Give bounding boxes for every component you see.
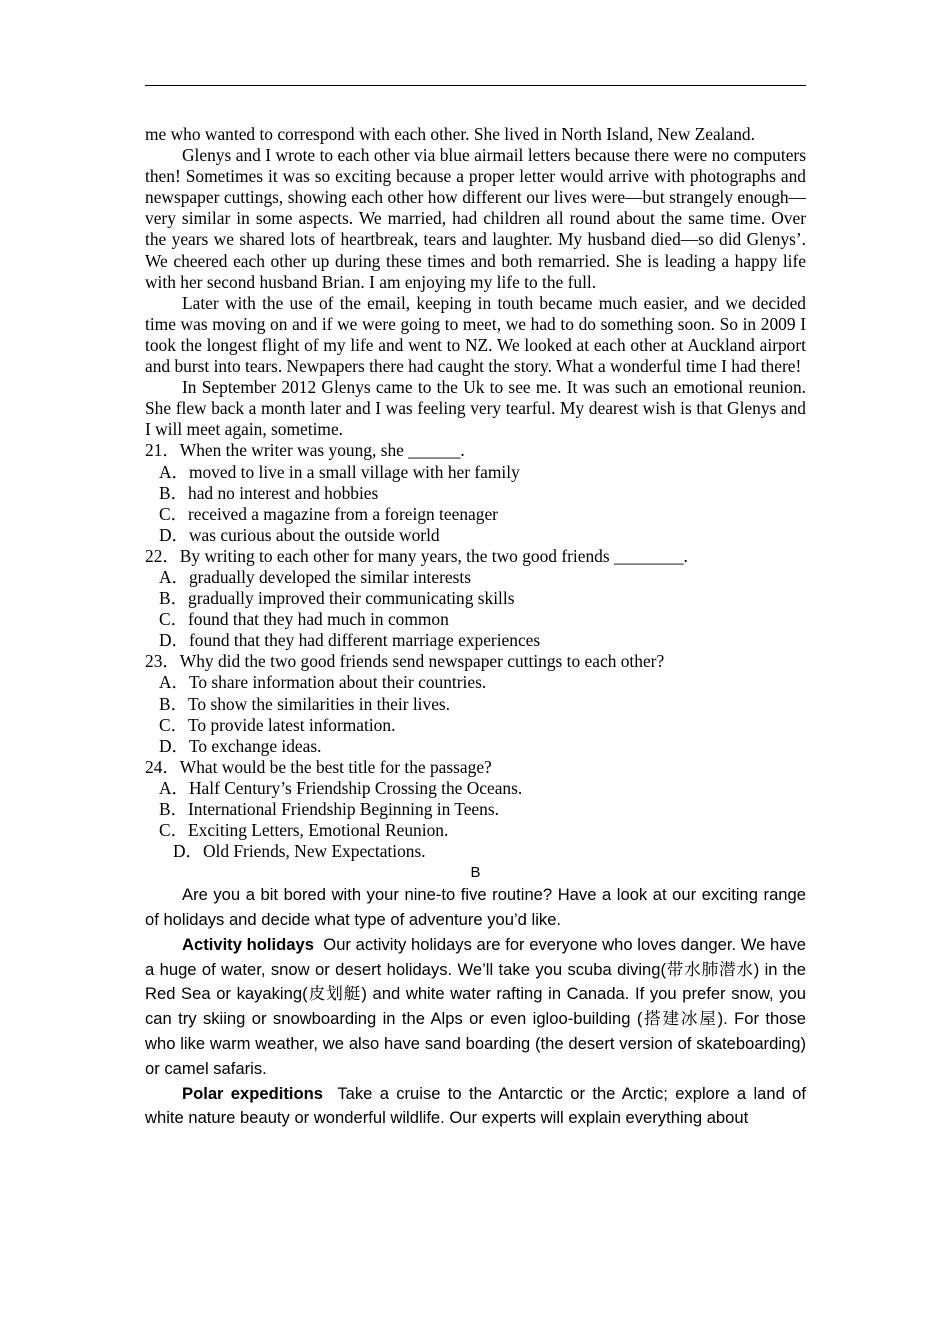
section-b-label: B <box>470 864 481 882</box>
option-letter: A． <box>159 461 189 482</box>
option-22-a <box>145 567 806 588</box>
option-letter: C． <box>159 820 188 841</box>
option-text: gradually developed the similar interests <box>188 566 471 587</box>
question-number: 23． <box>145 651 180 672</box>
option-21-c <box>145 504 806 525</box>
question-22 <box>145 546 806 567</box>
option-22-b <box>145 588 806 609</box>
polar-expeditions-text: Take a cruise to the Antarctic or the Arctic; explore a land of white nature beauty or wonderful wildlife. Our experts will explain everything about <box>145 1083 806 1128</box>
passage-paragraph: me who wanted to correspond with each other. She lived in North Island, New Zealand. <box>145 124 755 144</box>
option-text: To provide latest information. <box>188 714 396 735</box>
option-letter: D． <box>159 630 189 651</box>
option-text: was curious about the outside world <box>188 524 440 545</box>
option-text: Half Century’s Friendship Crossing the Oceans. <box>188 777 523 798</box>
option-21-d <box>145 525 806 546</box>
question-stem: When the writer was young, she ______. <box>179 440 465 461</box>
option-letter: D． <box>159 524 189 545</box>
polar-expeditions-heading: Polar expeditions <box>182 1083 324 1103</box>
option-letter: B． <box>159 588 188 609</box>
passage-a <box>145 124 806 862</box>
option-21-b <box>145 483 806 504</box>
option-text: Exciting Letters, Emotional Reunion. <box>188 820 449 841</box>
question-stem: What would be the best title for the passage? <box>179 756 492 777</box>
option-letter: C． <box>159 503 188 524</box>
option-text: received a magazine from a foreign teenager <box>188 503 498 524</box>
option-text: To exchange ideas. <box>188 735 322 756</box>
option-letter: C． <box>159 609 188 630</box>
question-21 <box>145 440 806 461</box>
option-text: moved to live in a small village with her family <box>188 461 520 482</box>
option-letter: A． <box>159 777 189 798</box>
activity-holidays-heading: Activity holidays <box>182 934 314 954</box>
option-23-b <box>145 694 806 715</box>
option-21-a <box>145 462 806 483</box>
question-24 <box>145 757 806 778</box>
passage-paragraph: Later with the use of the email, keeping in touth became much easier, and we decided time was moving on and if we were going to meet, we had to do something soon. So in 2009 I took the longest flight of my life and went to NZ. We looked at each other at Auckland airport and burst into tears. Newpapers there had caught the story. What a wonderful time I had there! <box>145 292 806 377</box>
option-letter: B． <box>159 693 188 714</box>
option-22-d <box>145 630 806 651</box>
header-rule <box>145 85 806 86</box>
option-text: gradually improved their communicating skills <box>188 588 515 609</box>
option-text: found that they had much in common <box>188 609 449 630</box>
document-body <box>145 124 806 1131</box>
option-letter: A． <box>159 566 189 587</box>
option-letter: D． <box>173 841 203 862</box>
option-letter: D． <box>159 735 189 756</box>
option-23-a <box>145 672 806 693</box>
question-stem: Why did the two good friends send newspaper cuttings to each other? <box>179 651 665 672</box>
option-text: To share information about their countries. <box>188 672 487 693</box>
option-text: had no interest and hobbies <box>188 482 379 503</box>
option-text: Old Friends, New Expectations. <box>202 841 426 862</box>
question-number: 21． <box>145 440 180 461</box>
option-24-d <box>145 841 806 862</box>
activity-holidays-paragraph <box>145 933 806 1082</box>
option-text: found that they had different marriage experiences <box>188 630 541 651</box>
option-23-d <box>145 736 806 757</box>
option-letter: B． <box>159 482 188 503</box>
passage-paragraph: Glenys and I wrote to each other via blue airmail letters because there were no computers then! Sometimes it was so exciting because a proper letter would arrive with photographs and newspaper cuttings, showing each other how different our lives were—but strangely enough—very similar in some aspects. We married, had children all round about the same time. Over the years we shared lots of heartbreak, tears and laughter. My husband died—so did Glenys’. We cheered each other up during these times and both remarried. She is leading a happy life with her second husband Brian. I am enjoying my life to the full. <box>145 145 806 292</box>
option-text: To show the similarities in their lives. <box>188 693 451 714</box>
polar-expeditions-paragraph <box>145 1082 806 1132</box>
passage-paragraph: In September 2012 Glenys came to the Uk to see me. It was such an emotional reunion. She flew back a month later and I was feeling very tearful. My dearest wish is that Glenys and I will meet again, sometime. <box>145 377 806 440</box>
question-number: 22． <box>145 545 180 566</box>
passage-b-intro: Are you a bit bored with your nine-to five routine? Have a look at our exciting range of holidays and decide what type of adventure you’d like. <box>145 885 806 930</box>
option-letter: A． <box>159 672 189 693</box>
option-24-c <box>145 820 806 841</box>
question-number: 24． <box>145 756 180 777</box>
passage-b <box>145 883 806 1131</box>
option-letter: B． <box>159 799 188 819</box>
activity-holidays-text: Our activity holidays are for everyone who loves danger. We have a huge of water, snow or desert holidays. We’ll take you scuba diving(带水肺潜水) in the Red Sea or kayaking(皮划艇) and white water rafting in Canada. If you prefer snow, you can try skiing or snowboarding in the Alps or even igloo-building (搭建冰屋). For those who like warm weather, we also have sand boarding (the desert version of skateboarding) or camel safaris. <box>145 934 806 1078</box>
option-24-b <box>145 799 806 820</box>
option-23-c <box>145 715 806 736</box>
option-22-c <box>145 609 806 630</box>
question-stem: By writing to each other for many years, the two good friends ________. <box>179 545 688 566</box>
option-letter: C． <box>159 714 188 735</box>
question-23 <box>145 651 806 672</box>
option-24-a <box>145 778 806 799</box>
option-text: International Friendship Beginning in Teens. <box>188 799 499 819</box>
